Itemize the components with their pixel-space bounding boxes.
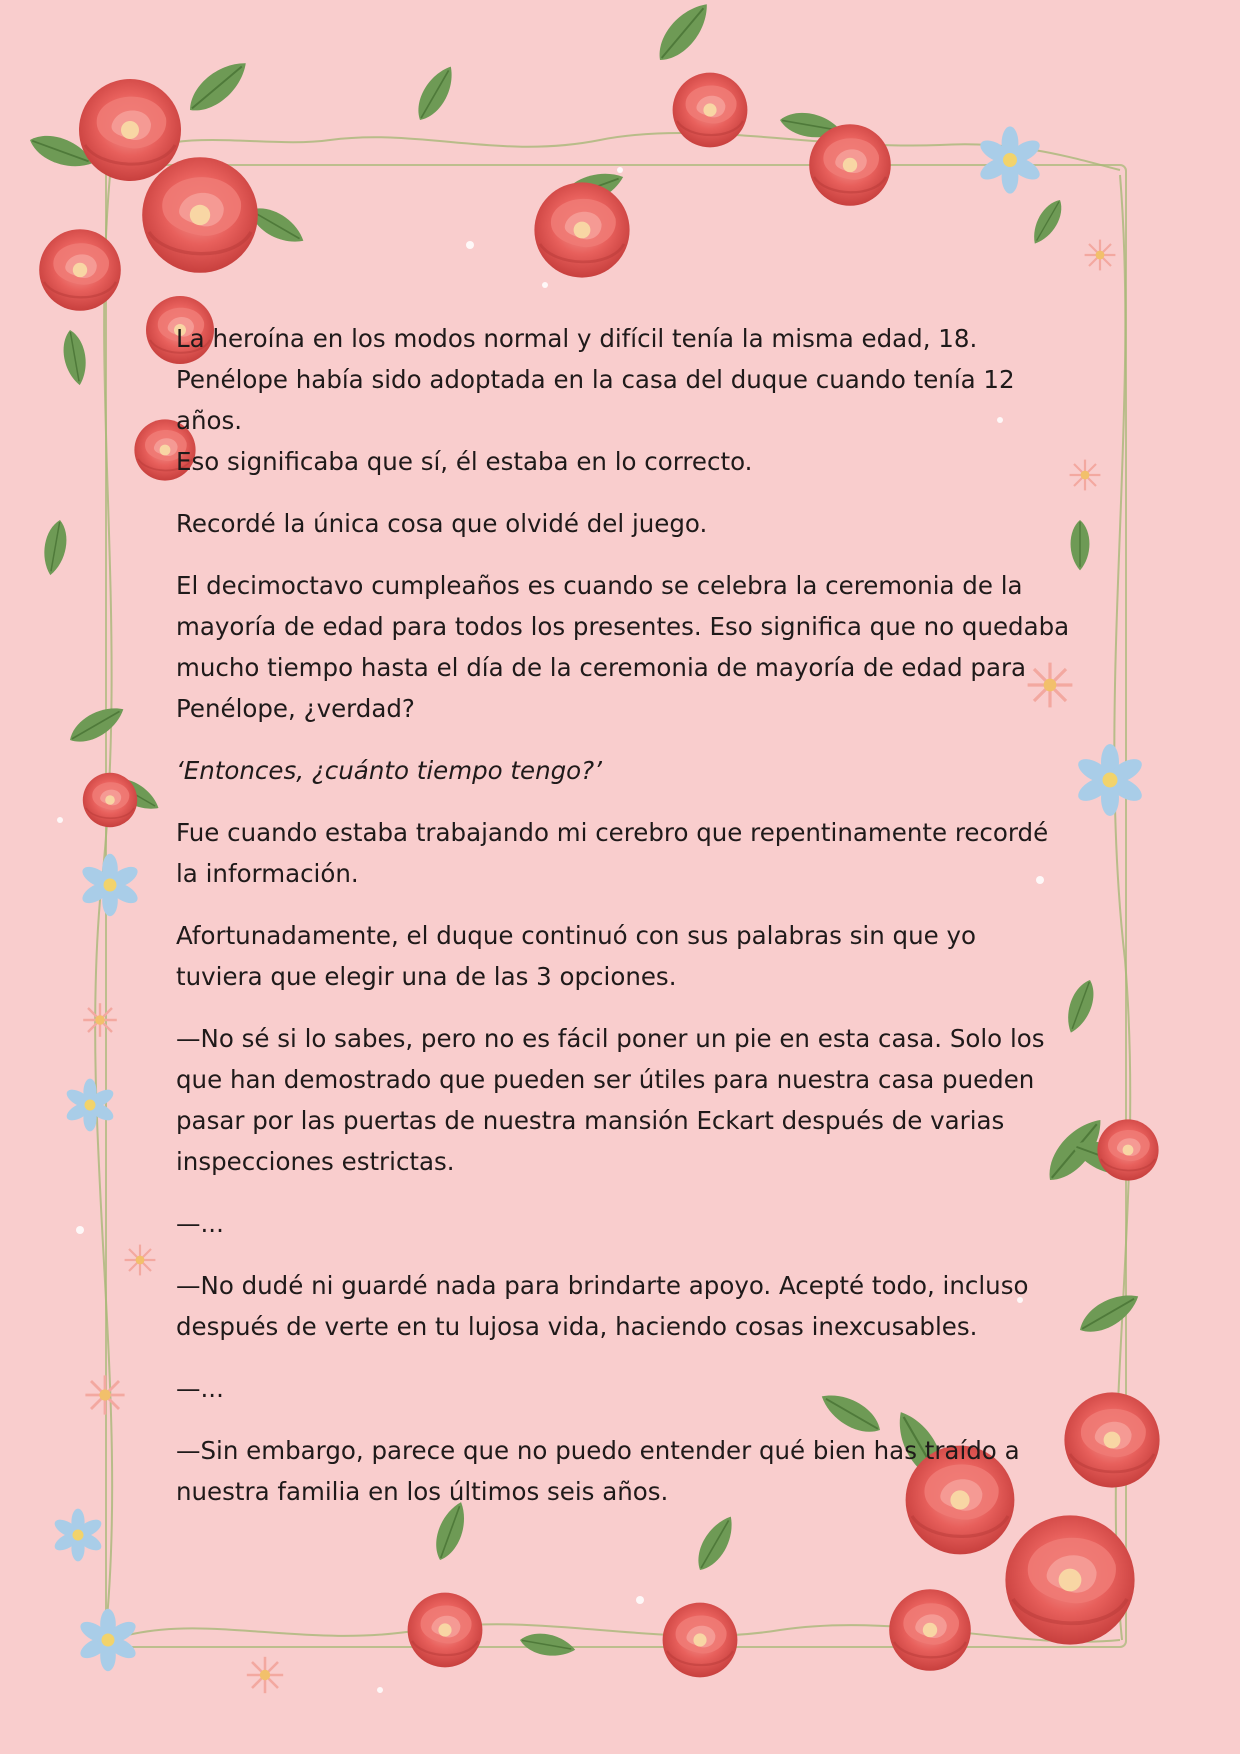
paragraph: ‘Entonces, ¿cuánto tiempo tengo?’ (176, 756, 602, 785)
paragraph: —... (176, 1209, 224, 1238)
paragraph: Recordé la única cosa que olvidé del juego. (176, 509, 708, 538)
paragraph: El decimoctavo cumpleaños es cuando se celebra la ceremonia de la mayoría de edad para todos los presentes. Eso significa que no quedaba mucho tiempo hasta el día de la ceremonia de mayoría de edad para Penélope, ¿verdad? (176, 571, 1070, 723)
document-body (176, 318, 1076, 1533)
paragraph: Afortunadamente, el duque continuó con sus palabras sin que yo tuviera que elegir una de las 3 opciones. (176, 921, 976, 991)
paragraph: La heroína en los modos normal y difícil tenía la misma edad, 18. Penélope había sido adoptada en la casa del duque cuando tenía 12 años. Eso significaba que sí, él estaba en lo correcto. (176, 324, 1015, 476)
paragraph: —No sé si lo sabes, pero no es fácil poner un pie en esta casa. Solo los que han demostrado que pueden ser útiles para nuestra casa pueden pasar por las puertas de nuestra mansión Eckart después de varias inspecciones estrictas. (176, 1024, 1045, 1176)
paragraph: —Sin embargo, parece que no puedo entender qué bien has traído a nuestra familia en los últimos seis años. (176, 1436, 1020, 1506)
paragraph: —No dudé ni guardé nada para brindarte apoyo. Acepté todo, incluso después de verte en tu lujosa vida, haciendo cosas inexcusables. (176, 1271, 1029, 1341)
paragraph: Fue cuando estaba trabajando mi cerebro que repentinamente recordé la información. (176, 818, 1049, 888)
paragraph: —... (176, 1374, 224, 1403)
